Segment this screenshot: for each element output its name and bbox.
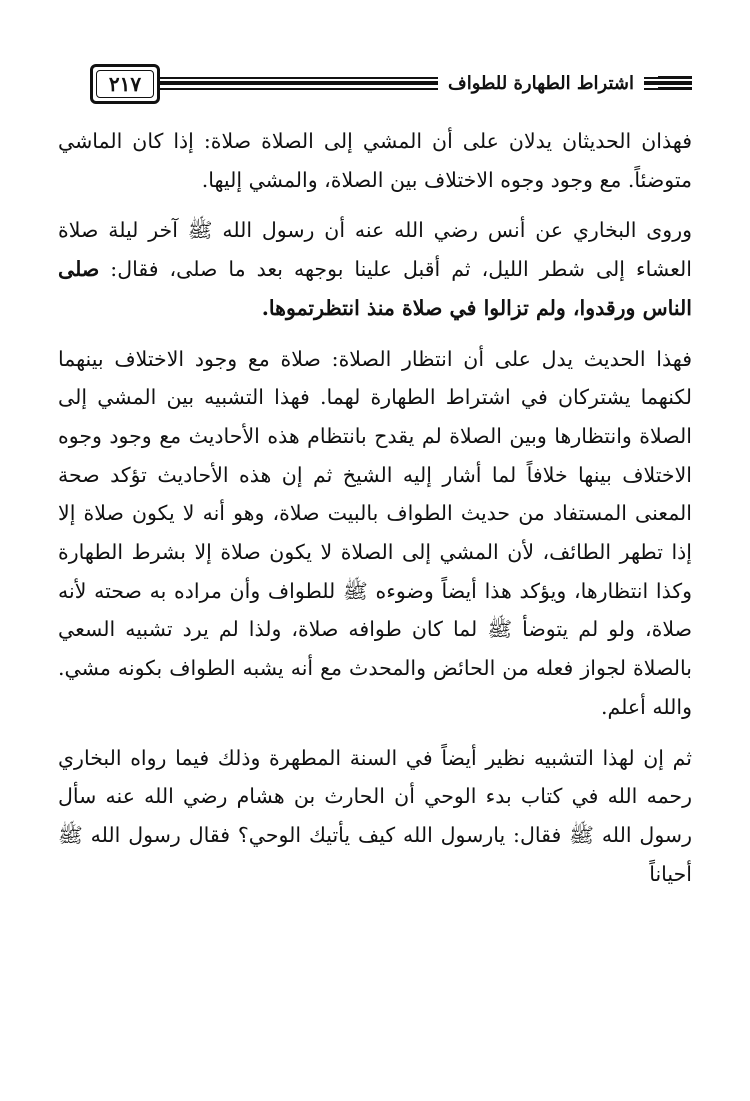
page-number-box [90,64,160,104]
paragraph-2-text: وروى البخاري عن أنس رضي الله عنه أن رسول الله ﷺ آخر ليلة صلاة العشاء إلى شطر الليل، ثم أقبل علينا بوجهه بعد ما صلى، فقال: [58,218,692,282]
paragraph-3: فهذا الحديث يدل على أن انتظار الصلاة: صلاة مع وجود الاختلاف بينهما لكنهما يشتركان في اشتراط الطهارة لهما. فهذا التشبيه بين المشي إلى الصلاة وانتظارها وبين الصلاة لم يقدح بانتظام هذه الأحاديث مع وجود وجوه الاختلاف بينها خلافاً لما أشار إليه الشيخ ثم إن هذه الأحاديث تؤكد صحة المعنى المستفاد من حديث الطواف بالبيت صلاة، وهو أنه لا يكون صلاة إلا إذا تطهر الطائف، لأن المشي إلى الصلاة لا يكون صلاة إلا بشرط الطهارة وكذا انتظارها، ويؤكد هذا أيضاً وضوءه ﷺ للطواف وأن مراده به صحته لأنه صلاة، ولو لم يتوضأ ﷺ لما كان طوافه صلاة، ولذا لم يرد تشبيه السعي بالصلاة لجواز فعله من الحائض والمحدث مع أنه يشبه الطواف بكونه مشي. والله أعلم. [58,346,692,719]
paragraph-2 [58,211,692,327]
page-body [58,122,692,905]
header-ornament-icon [658,76,692,92]
running-title: اشتراط الطهارة للطواف [438,68,644,100]
hadith-quote: صلى الناس ورقدوا، ولم تزالوا في صلاة منذ انتظرتموها. [58,257,692,320]
page-header [60,62,692,108]
paragraph-1: فهذان الحديثان يدلان على أن المشي إلى الصلاة صلاة: إذا كان الماشي متوضئاً. مع وجود وجوه الاختلاف بين الصلاة، والمشي إليها. [58,129,692,192]
paragraph-4: ثم إن لهذا التشبيه نظير أيضاً في السنة المطهرة وذلك فيما رواه البخاري رحمه الله في كتاب بدء الوحي أن الحارث بن هشام رضي الله عنه سأل رسول الله ﷺ فقال: يارسول الله كيف يأتيك الوحي؟ فقال رسول الله ﷺ أحياناً [58,745,692,886]
page-number: ٢١٧ [108,72,142,96]
